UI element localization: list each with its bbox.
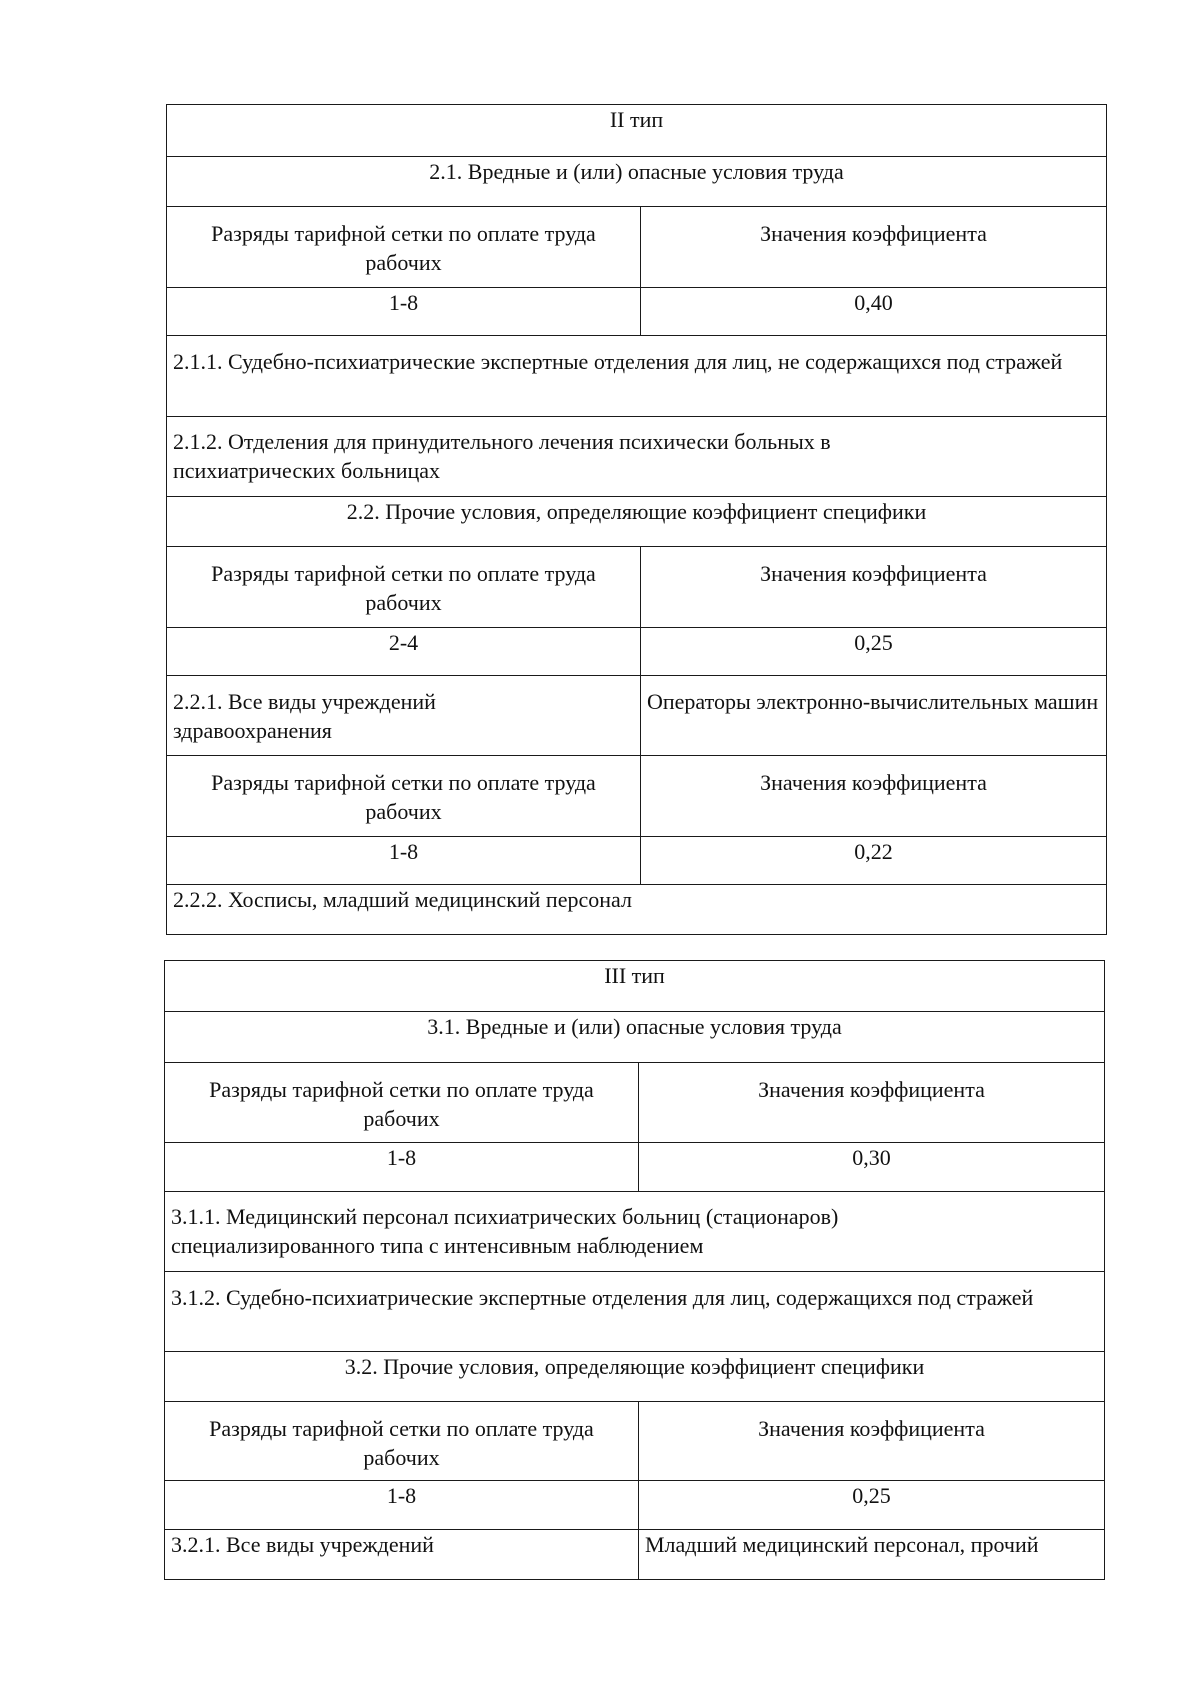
column-header-grades: Разряды тарифной сетки по оплате труда рабочих (167, 547, 641, 628)
coefficient-value-cell: 0,22 (641, 837, 1107, 885)
table-title: II тип (167, 105, 1107, 157)
type-3-table (164, 960, 1105, 1580)
column-header-grades: Разряды тарифной сетки по оплате труда рабочих (167, 756, 641, 837)
column-header-coefficient: Значения коэффициента (641, 756, 1107, 837)
grade-range-cell: 1-8 (165, 1143, 639, 1192)
column-header-coefficient: Значения коэффициента (639, 1402, 1105, 1481)
item-row: 3.1.1. Медицинский персонал психиатрических больниц (стационаров) специализированного типа с интенсивным наблюдением (165, 1192, 1105, 1272)
coefficient-value-cell: 0,40 (641, 288, 1107, 336)
section-heading: 2.1. Вредные и (или) опасные условия труда (167, 157, 1107, 207)
coefficient-value-cell: 0,25 (641, 628, 1107, 676)
coefficient-value-cell: 0,30 (639, 1143, 1105, 1192)
table-title: III тип (165, 961, 1105, 1012)
column-header-coefficient: Значения коэффициента (639, 1063, 1105, 1143)
item-row: 3.1.2. Судебно-психиатрические экспертные отделения для лиц, содержащихся под стражей (165, 1272, 1105, 1352)
column-header-coefficient: Значения коэффициента (641, 547, 1107, 628)
item-row: 2.1.2. Отделения для принудительного лечения психически больных в психиатрических больницах (167, 417, 1107, 497)
grade-range-cell: 1-8 (167, 837, 641, 885)
type-2-table (166, 104, 1107, 935)
section-heading: 2.2. Прочие условия, определяющие коэффициент специфики (167, 497, 1107, 547)
item-row: 2.1.1. Судебно-психиатрические экспертные отделения для лиц, не содержащихся под стражей (167, 336, 1107, 417)
grade-range-cell: 1-8 (165, 1481, 639, 1530)
column-header-grades: Разряды тарифной сетки по оплате труда рабочих (165, 1402, 639, 1481)
column-header-grades: Разряды тарифной сетки по оплате труда рабочих (167, 207, 641, 288)
section-heading: 3.2. Прочие условия, определяющие коэффициент специфики (165, 1352, 1105, 1402)
column-header-grades: Разряды тарифной сетки по оплате труда рабочих (165, 1063, 639, 1143)
staff-category-cell: Операторы электронно-вычислительных машин (641, 676, 1107, 756)
staff-category-cell: Младший медицинский персонал, прочий (639, 1530, 1105, 1580)
institution-cell: 2.2.1. Все виды учреждений здравоохранения (167, 676, 641, 756)
grade-range-cell: 2-4 (167, 628, 641, 676)
item-row: 2.2.2. Хосписы, младший медицинский персонал (167, 885, 1107, 935)
grade-range-cell: 1-8 (167, 288, 641, 336)
section-heading: 3.1. Вредные и (или) опасные условия труда (165, 1012, 1105, 1063)
institution-cell: 3.2.1. Все виды учреждений (165, 1530, 639, 1580)
column-header-coefficient: Значения коэффициента (641, 207, 1107, 288)
coefficient-value-cell: 0,25 (639, 1481, 1105, 1530)
